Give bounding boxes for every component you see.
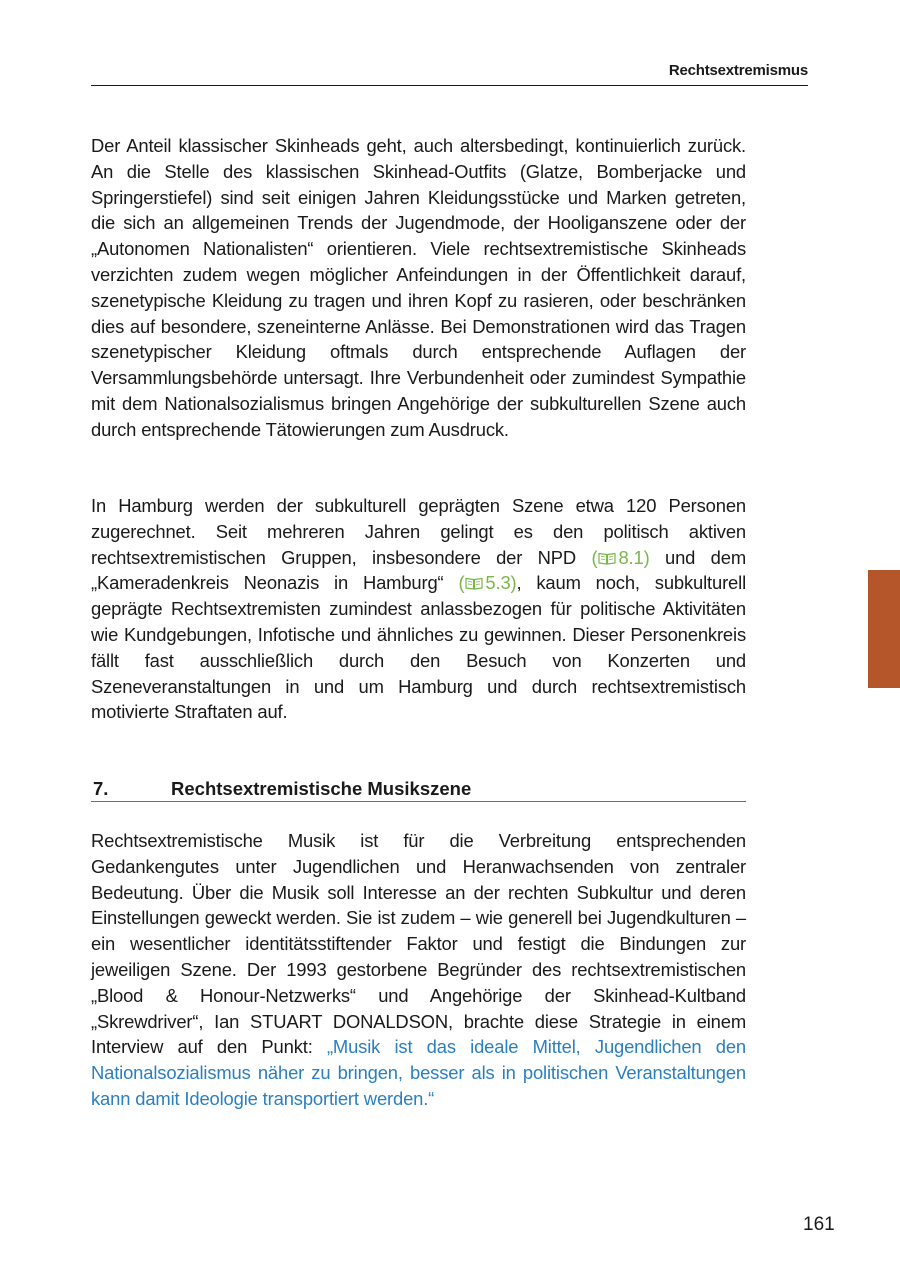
paragraph-text: , kaum noch, subkulturell geprägte Rechtsextremisten zumindest anlassbezogen für politische Aktivitäten wie Kundgebungen, Infotische und ähnliches zu gewinnen. Dieser Personenkreis fällt fast ausschließlich durch den Besuch von Konzerten und Szeneveranstaltungen in und um Hamburg und durch rechtsextremistisch motivierte Straftaten auf. xyxy=(91,572,747,723)
cross-reference-npd[interactable] xyxy=(591,547,649,568)
cross-reference-number: 5.3) xyxy=(485,572,517,594)
cross-reference-paren: ( xyxy=(591,546,598,568)
running-header xyxy=(91,60,808,86)
chapter-tab-marker xyxy=(868,570,900,688)
section-number: 7. xyxy=(93,778,109,799)
body-paragraph-hamburg-scene xyxy=(91,493,746,725)
book-icon xyxy=(598,552,616,565)
paragraph-text: und dem „Kameradenkreis Neonazis in Hamburg“ xyxy=(91,546,746,594)
section-title: Rechtsextremistische Musikszene xyxy=(171,778,472,799)
paragraph-text: In Hamburg werden der subkulturell geprägten Szene etwa 120 Personen zugerechnet. Seit mehreren Jahren gelingt es den politisch aktiven rechtsextremistischen Gruppen, insbesondere der NPD xyxy=(91,495,746,568)
body-paragraph-music-scene xyxy=(91,828,746,1112)
running-header-title: Rechtsextremismus xyxy=(668,62,808,79)
cross-reference-paren: ( xyxy=(458,572,465,594)
cross-reference-number: 8.1) xyxy=(618,546,650,568)
cross-reference-kameradenkreis[interactable] xyxy=(458,572,516,593)
body-paragraph-skinhead-outfits: Der Anteil klassischer Skinheads geht, auch altersbedingt, kontinuierlich zurück. An die Stelle des klassischen Skinhead-Outfits (Glatze, Bomberjacke und Springerstiefel) sind seit einigen Jahren Kleidungsstücke und Marken getreten, die sich an allgemeinen Trends der Jugendmode, der Hooliganszene oder der „Autonomen Nationalisten“ orientieren. Viele rechtsextremistische Skinheads verzichten zudem wegen möglicher Anfeindungen in der Öffentlichkeit darauf, szenetypische Kleidung zu tragen und ihren Kopf zu rasieren, oder beschränken dies auf besondere, szeneinterne Anlässe. Bei Demonstrationen wird das Tragen szenetypischer Kleidung oftmals durch entsprechende Auflagen der Versammlungsbehörde untersagt. Ihre Verbundenheit oder zumindest Sympathie mit dem Nationalsozialismus bringen Angehörige der subkulturellen Szene auch durch entsprechende Tätowierungen zum Ausdruck. xyxy=(91,135,746,440)
highlighted-quote: „Musik ist das ideale Mittel, Jugendlichen den Nationalsozialismus näher zu bringen, besser als in politischen Veranstaltungen kann damit Ideologie transportiert werden.“ xyxy=(91,1036,746,1109)
paragraph-text: Rechtsextremistische Musik ist für die Verbreitung entsprechenden Gedankengutes unter Jugendlichen und Heranwachsenden von zentraler Bedeutung. Über die Musik soll Interesse an der rechten Subkultur und deren Einstellungen geweckt werden. Sie ist zudem – wie generell bei Jugendkulturen – ein wesentlicher identitätsstiftender Faktor und festigt die Bindungen zur jeweiligen Szene. Der 1993 gestorbene Begründer des rechtsextremistischen „Blood & Honour-Netzwerks“ und Angehörige der Skinhead-Kultband „Skrewdriver“, Ian STUART DONALDSON, brachte diese Strategie in einem Interview auf den Punkt: xyxy=(91,830,746,1058)
book-icon xyxy=(465,577,483,590)
page-number: 161 xyxy=(803,1214,835,1235)
section-heading xyxy=(91,776,746,802)
